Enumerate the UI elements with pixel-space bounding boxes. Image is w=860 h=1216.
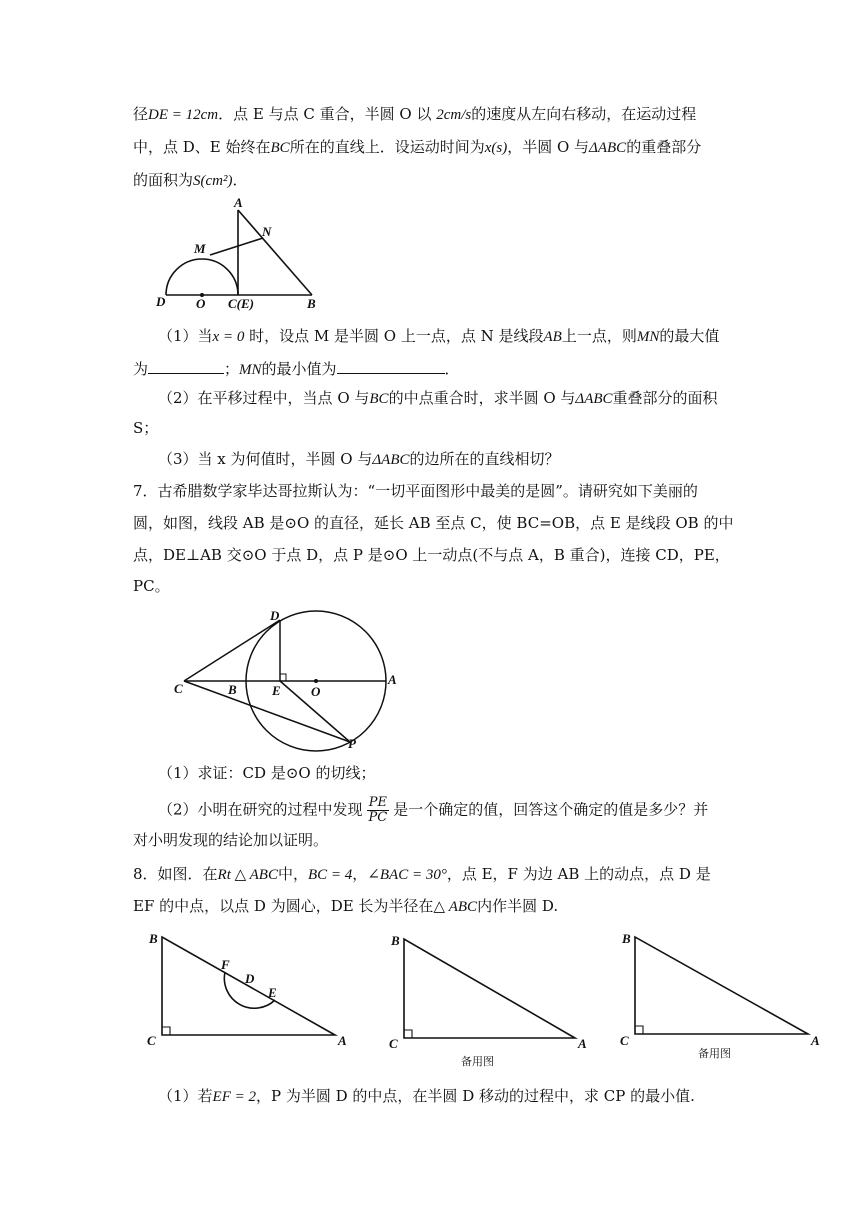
q8-spare-2-label-b: B	[622, 931, 631, 946]
q8-label-a: A	[338, 1033, 347, 1048]
answer-blank-min[interactable]	[337, 358, 445, 374]
q8-figure-spare-1	[385, 925, 595, 1070]
q7-line-4: PC。	[133, 577, 170, 595]
q6-part-2-line-2: S；	[133, 419, 159, 437]
q8-label-e: E	[268, 985, 277, 1000]
q6-segment-ab	[238, 210, 312, 295]
q7-line-2: 圆，如图，线段 AB 是⊙O 的直径，延长 AB 至点 C，使 BC=OB，点 E 是线段 OB 的中	[133, 514, 734, 532]
q8-label-c: C	[147, 1033, 156, 1048]
q8-figure-spare-2	[618, 925, 830, 1065]
q6-part-1-line-2: 为 ；MN的最小值为 ．	[133, 360, 460, 378]
q6-label-d: D	[156, 294, 166, 309]
q7-label-c: C	[174, 681, 183, 696]
q6-part-1-line-1: （1）当x = 0 时，设点 M 是半圆 O 上一点，点 N 是线段AB上一点，则MN的最大值	[158, 327, 720, 345]
q7-label-o: O	[311, 684, 321, 699]
q6-semicircle-o	[166, 259, 238, 295]
q7-label-p: P	[348, 736, 356, 751]
q7-label-a: A	[388, 672, 397, 687]
q8-right-angle-mark	[162, 1027, 170, 1035]
q8-spare-1-label-a: A	[578, 1036, 587, 1051]
q8-line-1: 8．如图．在Rt △ ABC中，BC = 4，∠BAC = 30°，点 E，F 为边 AB 上的动点，点 D 是	[133, 865, 711, 883]
q6-intro-line-1: 径DE = 12cm．点 E 与点 C 重合，半圆 O 以 2cm/s的速度从左向右移动，在运动过程	[133, 105, 697, 123]
q6-label-n: N	[262, 224, 272, 239]
q6-intro-line-3: 的面积为S(cm²)．	[133, 171, 248, 189]
q8-label-f: F	[221, 957, 230, 972]
q8-label-b: B	[149, 931, 158, 946]
q6-intro-line-2: 中，点 D、E 始终在BC所在的直线上．设运动时间为x(s)，半圆 O 与ΔABC的重叠部分	[133, 138, 702, 156]
q8-spare-1-caption: 备用图	[461, 1055, 494, 1068]
q8-spare-1-right-angle	[404, 1030, 412, 1038]
q8-spare-2-right-angle	[635, 1026, 643, 1034]
q8-line-2: EF 的中点，以点 D 为圆心，DE 长为半径在△ ABC内作半圆 D.	[133, 897, 559, 915]
q8-label-d: D	[245, 971, 255, 986]
q7-part-2-line-2: 对小明发现的结论加以证明。	[133, 831, 329, 849]
q6-label-b: B	[307, 296, 316, 311]
q6-segment-mn	[210, 238, 263, 255]
q8-spare-2-caption: 备用图	[698, 1047, 731, 1060]
q7-right-angle-mark	[280, 674, 286, 681]
q7-part-2-line-1: （2）小明在研究的过程中发现 $\frac{PE}{PC}$ 是一个确定的值，回答这个确定的值是多少？并	[158, 795, 709, 825]
q7-segment-cp	[184, 681, 350, 742]
q6-part-2-line-1: （2）在平移过程中，当点 O 与BC的中点重合时，求半圆 O 与ΔABC重叠部分的面积	[158, 389, 718, 407]
q8-spare-1-triangle	[404, 939, 575, 1038]
q7-label-d: D	[270, 608, 280, 623]
q8-part-1: （1）若EF = 2，P 为半圆 D 的中点，在半圆 D 移动的过程中，求 CP 的最小值.	[158, 1087, 695, 1105]
q8-spare-2-triangle	[635, 937, 808, 1034]
q7-label-b: B	[228, 682, 237, 697]
q6-label-a: A	[234, 195, 243, 210]
q6-label-o: O	[196, 296, 206, 311]
q6-figure-semicircle-triangle	[150, 195, 330, 313]
q6-label-m: M	[194, 241, 206, 256]
q8-figure-main	[145, 925, 350, 1050]
q7-line-3: 点，DE⊥AB 交⊙O 于点 D，点 P 是⊙O 上一动点(不与点 A，B 重合)，连接 CD，PE，	[133, 546, 730, 564]
q7-center-dot	[314, 679, 318, 683]
q7-segment-cd	[184, 620, 280, 681]
q7-part-1: （1）求证：CD 是⊙O 的切线；	[158, 764, 376, 782]
q7-figure-circle-tangent	[170, 608, 405, 753]
q8-triangle-abc	[162, 937, 335, 1035]
q8-spare-1-label-c: C	[389, 1036, 398, 1051]
q6-part-3: （3）当 x 为何值时，半圆 O 与ΔABC的边所在的直线相切？	[158, 450, 560, 468]
q6-label-ce: C(E)	[228, 296, 254, 311]
q8-spare-2-label-c: C	[620, 1033, 629, 1048]
answer-blank-max[interactable]	[148, 358, 224, 374]
q7-line-1: 7．古希腊数学家毕达哥拉斯认为：“一切平面图形中最美的是圆”。请研究如下美丽的	[133, 482, 698, 500]
q7-fraction-pe-pc: $\frac{PE}{PC}$	[368, 795, 388, 825]
q7-label-e: E	[272, 683, 281, 698]
q8-spare-2-label-a: A	[811, 1033, 820, 1048]
q8-spare-1-label-b: B	[391, 933, 400, 948]
